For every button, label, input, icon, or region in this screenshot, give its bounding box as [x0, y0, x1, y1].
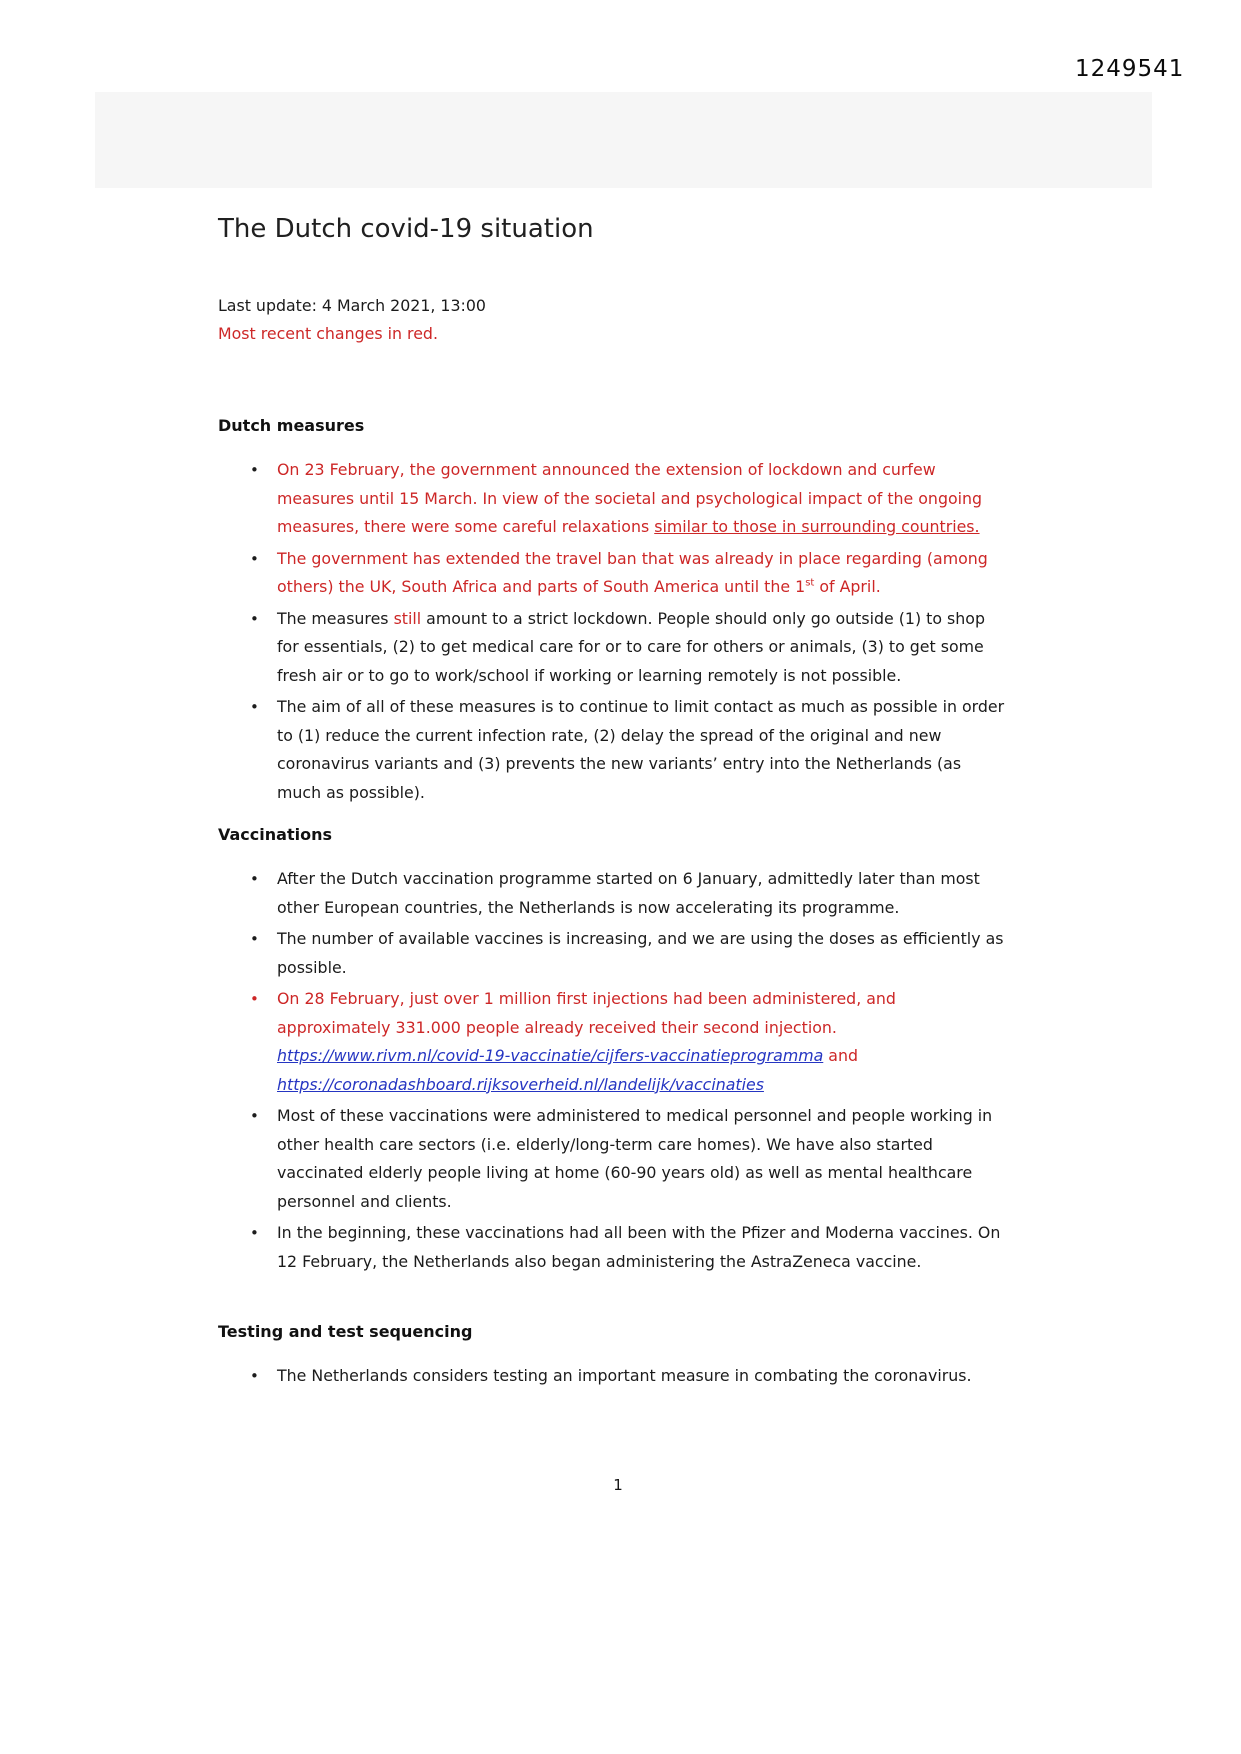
- bullet-item: [218, 1219, 1006, 1276]
- text-segment: In the beginning, these vaccinations had all been with the Pfizer and Moderna vaccines. On 12 February, the Netherlands also began administering the AstraZeneca vaccine.: [277, 1223, 1001, 1271]
- page-number: 1: [613, 1476, 623, 1494]
- text-segment: After the Dutch vaccination programme started on 6 January, admittedly later than most other European countries, the Netherlands is now accelerating its programme.: [277, 869, 980, 917]
- bullet-item: [218, 985, 1006, 1099]
- sections: [218, 412, 1006, 1391]
- bullet-item: [218, 693, 1006, 807]
- text-segment: and: [823, 1046, 859, 1065]
- hyperlink[interactable]: https://coronadashboard.rijksoverheid.nl/landelijk/vaccinaties: [277, 1074, 764, 1094]
- document-content: [218, 0, 1006, 1394]
- document-section: [218, 1318, 1006, 1391]
- text-segment: still: [393, 608, 422, 628]
- bullet-item: [218, 865, 1006, 922]
- text-segment: Most of these vaccinations were administered to medical personnel and people working in other health care sectors (i.e. elderly/long-term care homes). We have also started vaccinated elderly people living at home (60-90 years old) as well as mental healthcare personnel and clients.: [277, 1106, 993, 1211]
- section-heading: Vaccinations: [218, 825, 332, 844]
- text-segment: st: [805, 577, 815, 589]
- section-heading: Dutch measures: [218, 416, 365, 435]
- hyperlink[interactable]: https://www.rivm.nl/covid-19-vaccinatie/cijfers-vaccinatieprogramma: [277, 1046, 824, 1065]
- text-segment: The aim of all of these measures is to continue to limit contact as much as possible in order to (1) reduce the current infection rate, (2) delay the spread of the original and new coronavirus variants and (3) prevents the new variants’ entry into the Netherlands (as much as possible).: [277, 697, 1005, 802]
- text-segment: similar to those in surrounding countries.: [654, 517, 980, 536]
- bullet-list: [218, 456, 1006, 807]
- text-segment: of April.: [814, 577, 881, 596]
- meta-block: [218, 292, 1006, 348]
- text-segment: On 23 February, the government announced the extension of lockdown and curfew measures until 15 March. In view of the societal and psychological impact of the ongoing measures, there were some careful relaxations: [277, 460, 983, 536]
- text-segment: The Netherlands considers testing an important measure in combating the coronavirus.: [277, 1366, 972, 1385]
- bullet-item: [218, 1102, 1006, 1216]
- text-segment: amount to a strict lockdown. People should only go outside (1) to shop for essentials, (2) to get medical care for or to care for others or animals, (3) to get some fresh air or to go to work/school if working or learning remotely is not possible.: [277, 608, 985, 685]
- last-update: Last update: 4 March 2021, 13:00: [218, 296, 486, 315]
- bullet-item: [218, 1362, 1006, 1391]
- text-segment: The measures: [277, 608, 394, 628]
- text-segment: The number of available vaccines is increasing, and we are using the doses as efficiently as possible.: [277, 929, 1004, 977]
- bullet-item: [218, 545, 1006, 602]
- changes-note: Most recent changes in red.: [218, 324, 438, 343]
- bullet-item: [218, 456, 1006, 542]
- section-heading: Testing and test sequencing: [218, 1322, 473, 1341]
- bullet-item: [218, 605, 1006, 691]
- document-section: [218, 821, 1006, 1276]
- text-segment: On 28 February, just over 1 million first injections had been administered, and approximately 331.000 people already received their second injection.: [277, 989, 896, 1037]
- bullet-list: [218, 865, 1006, 1276]
- bullet-list: [218, 1362, 1006, 1391]
- doc-number: 1249541: [1075, 56, 1185, 82]
- bullet-item: [218, 925, 1006, 982]
- text-segment: The government has extended the travel ban that was already in place regarding (among others) the UK, South Africa and parts of South America until the 1: [277, 548, 988, 596]
- document-section: [218, 412, 1006, 807]
- page-title: The Dutch covid-19 situation: [218, 214, 594, 244]
